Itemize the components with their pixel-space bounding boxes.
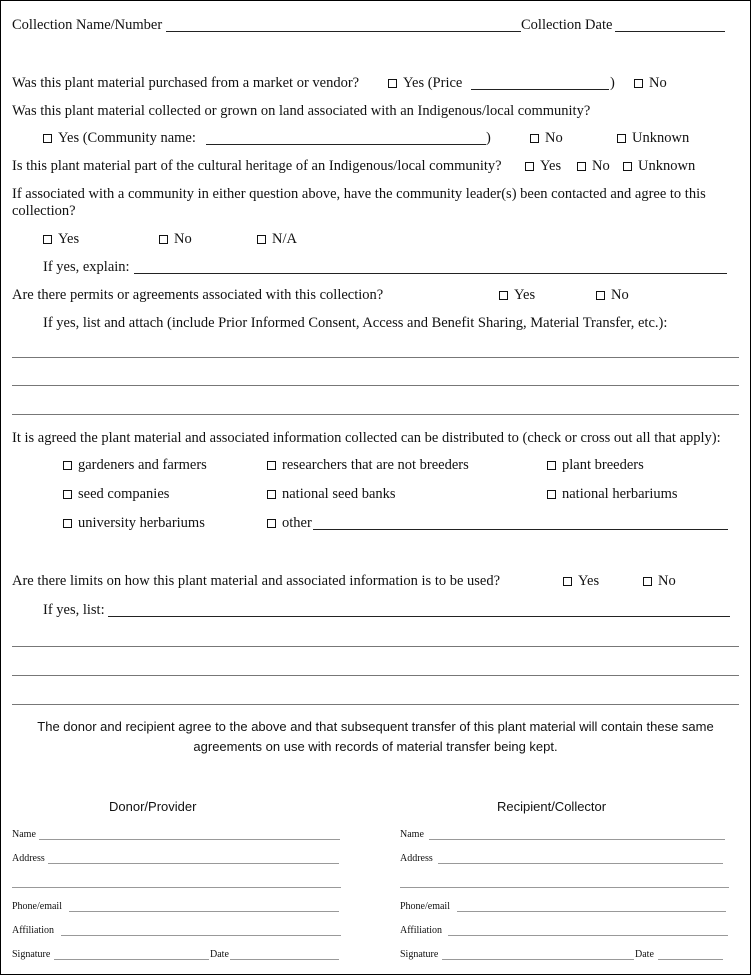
q6-list-field[interactable] xyxy=(108,616,730,617)
q1-no-label: No xyxy=(649,75,667,91)
q6-list-line-2[interactable] xyxy=(12,675,739,676)
q5-yes-checkbox[interactable] xyxy=(499,288,535,303)
recipient-name-label: Name xyxy=(400,829,424,840)
q1-price-field[interactable] xyxy=(471,89,609,90)
checkbox-icon xyxy=(63,461,72,470)
q5-list-line-1[interactable] xyxy=(12,357,739,358)
recipient-date-label: Date xyxy=(635,949,654,960)
collection-name-label: Collection Name/Number xyxy=(12,17,163,33)
q4-question-line1: If associated with a community in either question above, have the community leader(s) been contacted and agree to this xyxy=(12,186,706,202)
q1-no-checkbox[interactable] xyxy=(634,76,667,91)
q5-question: Are there permits or agreements associated with this collection? xyxy=(12,287,384,303)
recipient-address-field-2[interactable] xyxy=(400,887,729,888)
recipient-address-label: Address xyxy=(400,853,433,864)
q2-close-paren: ) xyxy=(486,130,491,146)
dist-option-label: seed companies xyxy=(78,486,170,502)
q3-unknown-label: Unknown xyxy=(638,158,696,174)
dist-option-other[interactable] xyxy=(267,516,312,531)
checkbox-icon xyxy=(388,79,397,88)
q4-question-line2: collection? xyxy=(12,203,76,219)
q2-no-checkbox[interactable] xyxy=(530,131,563,146)
q4-explain-label: If yes, explain: xyxy=(43,259,130,275)
donor-date-field[interactable] xyxy=(230,959,339,960)
checkbox-icon xyxy=(617,134,626,143)
q5-list-line-2[interactable] xyxy=(12,385,739,386)
donor-affiliation-label: Affiliation xyxy=(12,925,55,936)
checkbox-icon xyxy=(525,162,534,171)
checkbox-icon xyxy=(596,291,605,300)
checkbox-icon xyxy=(63,490,72,499)
checkbox-icon xyxy=(267,490,276,499)
dist-option-label: national seed banks xyxy=(282,486,396,502)
recipient-address-field[interactable] xyxy=(438,863,723,864)
checkbox-icon xyxy=(577,162,586,171)
donor-phone-field[interactable] xyxy=(69,911,339,912)
q3-unknown-checkbox[interactable] xyxy=(623,159,695,174)
q2-yes-label: Yes (Community name: xyxy=(58,130,196,146)
q6-yes-label: Yes xyxy=(578,573,600,589)
checkbox-icon xyxy=(530,134,539,143)
q4-no-checkbox[interactable] xyxy=(159,232,192,247)
dist-option-researchers[interactable] xyxy=(267,458,469,473)
recipient-signature-label: Signature xyxy=(400,949,439,960)
checkbox-icon xyxy=(159,235,168,244)
donor-signature-label: Signature xyxy=(12,949,51,960)
dist-option-label: university herbariums xyxy=(78,515,205,531)
q3-no-checkbox[interactable] xyxy=(577,159,610,174)
q5-no-checkbox[interactable] xyxy=(596,288,629,303)
q2-no-label: No xyxy=(545,130,563,146)
donor-address-field[interactable] xyxy=(48,863,339,864)
donor-affiliation-field[interactable] xyxy=(61,935,341,936)
recipient-name-field[interactable] xyxy=(429,839,725,840)
dist-option-label: researchers that are not breeders xyxy=(282,457,469,473)
q1-yes-label: Yes (Price xyxy=(403,75,463,91)
donor-name-field[interactable] xyxy=(39,839,340,840)
dist-option-label: gardeners and farmers xyxy=(78,457,207,473)
checkbox-icon xyxy=(257,235,266,244)
donor-address-field-2[interactable] xyxy=(12,887,341,888)
checkbox-icon xyxy=(499,291,508,300)
dist-option-university-herbariums[interactable] xyxy=(63,516,205,531)
collection-date-label: Collection Date xyxy=(521,17,613,33)
donor-signature-field[interactable] xyxy=(54,959,209,960)
q2-question: Was this plant material collected or grown on land associated with an Indigenous/local community? xyxy=(12,103,591,119)
dist-option-label: national herbariums xyxy=(562,486,678,502)
recipient-phone-field[interactable] xyxy=(457,911,726,912)
dist-option-seed-companies[interactable] xyxy=(63,487,169,502)
recipient-phone-label: Phone/email xyxy=(400,901,450,912)
q6-list-line-3[interactable] xyxy=(12,704,739,705)
q3-no-label: No xyxy=(592,158,610,174)
collection-date-field[interactable] xyxy=(615,31,725,32)
q2-yes-checkbox[interactable] xyxy=(43,131,196,146)
collection-name-field[interactable] xyxy=(166,31,521,32)
checkbox-icon xyxy=(267,461,276,470)
q5-list-line-3[interactable] xyxy=(12,414,739,415)
donor-phone-label: Phone/email xyxy=(12,901,62,912)
checkbox-icon xyxy=(43,134,52,143)
q3-yes-checkbox[interactable] xyxy=(525,159,561,174)
q3-question: Is this plant material part of the cultural heritage of an Indigenous/local community? xyxy=(12,158,502,174)
q4-na-checkbox[interactable] xyxy=(257,232,297,247)
recipient-signature-field[interactable] xyxy=(442,959,634,960)
q5-no-label: No xyxy=(611,287,629,303)
q1-close-paren: ) xyxy=(610,75,615,91)
q6-list-line-1[interactable] xyxy=(12,646,739,647)
donor-title: Donor/Provider xyxy=(109,799,197,814)
recipient-title: Recipient/Collector xyxy=(497,799,607,814)
q5-yes-label: Yes xyxy=(514,287,536,303)
checkbox-icon xyxy=(547,490,556,499)
donor-address-label: Address xyxy=(12,853,45,864)
q2-community-name-field[interactable] xyxy=(206,144,486,145)
q1-question: Was this plant material purchased from a market or vendor? xyxy=(12,75,360,91)
donor-name-label: Name xyxy=(12,829,36,840)
q6-yes-checkbox[interactable] xyxy=(563,574,599,589)
dist-other-field[interactable] xyxy=(313,529,728,530)
q6-no-checkbox[interactable] xyxy=(643,574,676,589)
q6-list-label: If yes, list: xyxy=(43,602,105,618)
checkbox-icon xyxy=(634,79,643,88)
dist-option-plant-breeders[interactable] xyxy=(547,458,644,473)
checkbox-icon xyxy=(547,461,556,470)
q2-unknown-label: Unknown xyxy=(632,130,690,146)
distribution-question: It is agreed the plant material and associated information collected can be distributed to (check or cross out all that apply): xyxy=(12,430,721,446)
recipient-affiliation-field[interactable] xyxy=(448,935,728,936)
checkbox-icon xyxy=(643,577,652,586)
q4-explain-field[interactable] xyxy=(134,273,727,274)
q3-yes-label: Yes xyxy=(540,158,562,174)
dist-option-label: plant breeders xyxy=(562,457,644,473)
dist-option-national-herbariums[interactable] xyxy=(547,487,678,502)
q4-yes-checkbox[interactable] xyxy=(43,232,79,247)
checkbox-icon xyxy=(623,162,632,171)
checkbox-icon xyxy=(63,519,72,528)
dist-option-label: other xyxy=(282,515,312,531)
q5-list-label: If yes, list and attach (include Prior Informed Consent, Access and Benefit Sharing, Material Transfer, etc.): xyxy=(43,315,668,331)
agreement-line2: agreements on use with records of material transfer being kept. xyxy=(193,739,558,754)
dist-option-national-seed-banks[interactable] xyxy=(267,487,396,502)
q4-na-label: N/A xyxy=(272,231,297,247)
donor-date-label: Date xyxy=(210,949,229,960)
q6-question: Are there limits on how this plant material and associated information is to be used? xyxy=(12,573,501,589)
recipient-affiliation-label: Affiliation xyxy=(400,925,443,936)
checkbox-icon xyxy=(563,577,572,586)
q6-no-label: No xyxy=(658,573,676,589)
q1-yes-checkbox[interactable] xyxy=(388,76,462,91)
recipient-date-field[interactable] xyxy=(658,959,723,960)
q4-no-label: No xyxy=(174,231,192,247)
dist-option-gardeners[interactable] xyxy=(63,458,207,473)
checkbox-icon xyxy=(267,519,276,528)
q2-unknown-checkbox[interactable] xyxy=(617,131,689,146)
q4-yes-label: Yes xyxy=(58,231,80,247)
agreement-line1: The donor and recipient agree to the above and that subsequent transfer of this plant material will contain these same xyxy=(37,719,714,734)
checkbox-icon xyxy=(43,235,52,244)
